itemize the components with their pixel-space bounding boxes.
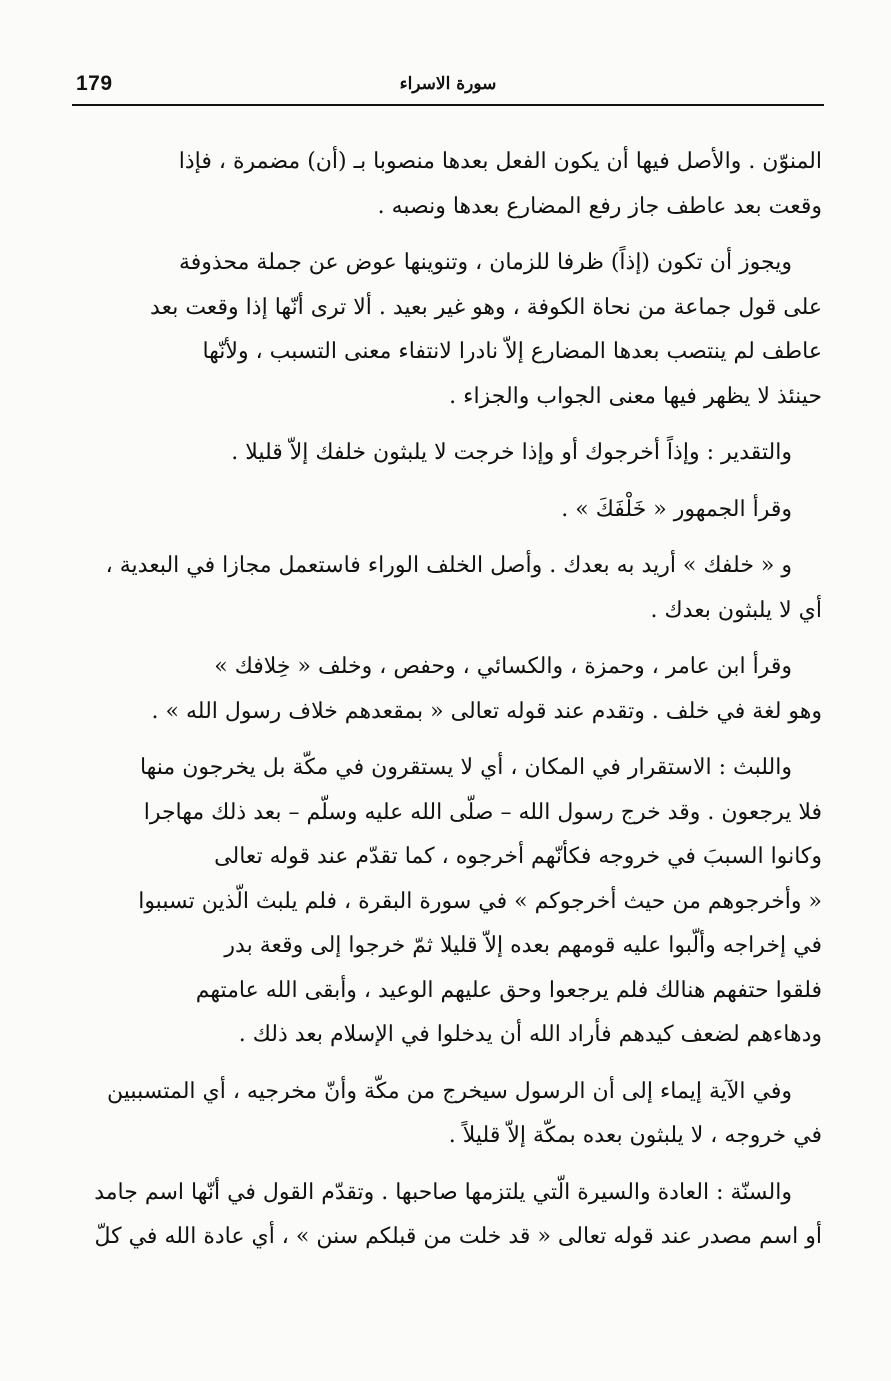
text-line: ويجوز أن تكون (إذاً) ظرفا للزمان ، وتنوينها عوض عن جملة محذوفة (178, 250, 792, 275)
text-line: والسنّة : العادة والسيرة الّتي يلتزمها صاحبها . وتقدّم القول في أنّها اسم جامد (94, 1179, 792, 1205)
text-line: أي لا يلبثون بعدك . (650, 597, 822, 623)
page-body (72, 140, 822, 1272)
text-line: فلقوا حتفهم هنالك فلم يرجعوا وحق عليهم الوعيد ، وأبقى الله عامتهم (195, 977, 822, 1003)
text-line: و « خلفك » أريد به بعدك . وأصل الخلف الوراء فاستعمل مجازا في البعدية ، (105, 553, 792, 578)
paragraph (72, 431, 822, 476)
paragraph (72, 140, 822, 229)
text-line: وكانوا السببَ في خروجه فكأنّهم أخرجوه ، كما تقدّم عند قوله تعالى (214, 844, 822, 869)
text-line: والتقدير : وإذاً أخرجوك أو وإذا خرجت لا يلبثون خلفك إلاّ قليلا . (231, 440, 792, 465)
text-line: وقرأ ابن عامر ، وحمزة ، والكسائي ، وحفص ، وخلف « خِلافك » (214, 654, 792, 679)
text-line: وقعت بعد عاطف جاز رفع المضارع بعدها ونصبه . (377, 193, 822, 219)
text-line: ودهاءهم لضعف كيدهم فأراد الله أن يدخلوا في الإسلام بعد ذلك . (238, 1022, 822, 1047)
text-line: وقرأ الجمهور « خَلْفَكَ » . (561, 496, 792, 522)
paragraph (72, 544, 822, 633)
text-line: على قول جماعة من نحاة الكوفة ، وهو غير بعيد . ألا ترى أنّها إذا وقعت بعد (150, 294, 822, 320)
text-line: عاطف لم ينتصب بعدها المضارع إلاّ نادرا لانتفاء معنى التسبب ، ولأنّها (202, 339, 822, 364)
text-line: واللبث : الاستقرار في المكان ، أي لا يستقرون في مكّة بل يخرجون منها (139, 755, 792, 780)
paragraph (72, 1070, 822, 1159)
text-line: في خروجه ، لا يلبثون بعده بمكّة إلاّ قليلاً . (448, 1123, 822, 1148)
text-line: « وأخرجوهم من حيث أخرجوكم » في سورة البقرة ، فلم يلبث الّذين تسببوا (138, 888, 822, 914)
text-line: فلا يرجعون . وقد خرج رسول الله – صلّى الله عليه وسلّم – بعد ذلك مهاجرا (143, 799, 822, 825)
text-line: حينئذ لا يظهر فيها معنى الجواب والجزاء . (449, 383, 822, 409)
text-line: وهو لغة في خلف . وتقدم عند قوله تعالى « بمقعدهم خلاف رسول الله » . (151, 698, 822, 724)
page-header (72, 68, 824, 108)
text-line: في إخراجه وألّبوا عليه قومهم بعده إلاّ قليلا ثمّ خرجوا إلى وقعة بدر (224, 933, 822, 958)
running-title: سورة الاسراء (399, 74, 497, 94)
page-number: 179 (76, 72, 113, 95)
paragraph (72, 1171, 822, 1260)
header-divider (72, 104, 824, 106)
text-line: أو اسم مصدر عند قوله تعالى « قد خلت من قبلكم سنن » ، أي عادة الله في كلّ (94, 1224, 822, 1249)
paragraph (72, 746, 822, 1058)
paragraph (72, 488, 822, 533)
paragraph (72, 241, 822, 419)
paragraph (72, 645, 822, 734)
text-line: المنوّن . والأصل فيها أن يكون الفعل بعدها منصوبا بـ (أن) مضمرة ، فإذا (178, 149, 822, 174)
text-line: وفي الآية إيماء إلى أن الرسول سيخرج من مكّة وأنّ مخرجيه ، أي المتسببين (107, 1078, 792, 1104)
